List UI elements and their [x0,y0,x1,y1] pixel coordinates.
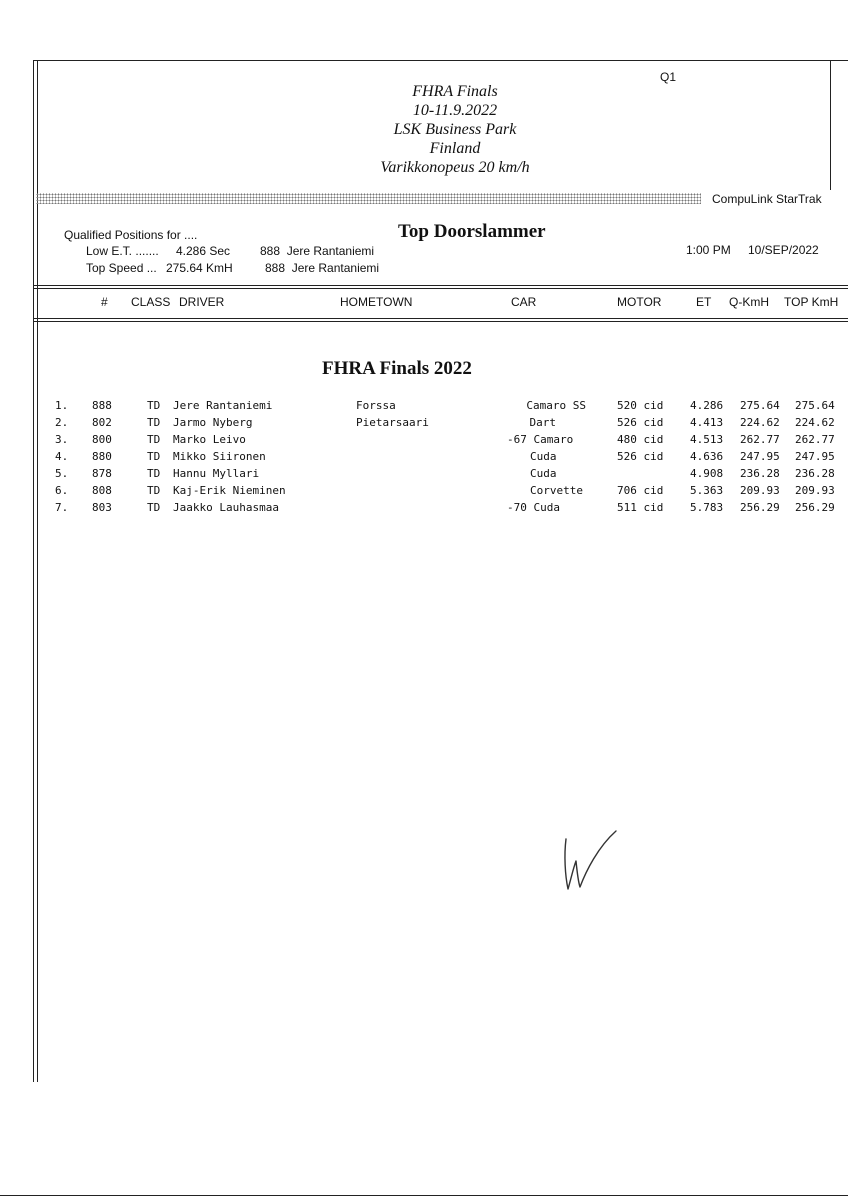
row-top: 224.62 [795,416,835,429]
row-top: 262.77 [795,433,835,446]
col-header-et: ET [696,295,712,309]
row-driver: Jarmo Nyberg [173,416,253,429]
table-row [0,467,848,484]
row-driver: Kaj-Erik Nieminen [173,484,286,497]
row-et: 5.783 [690,501,724,514]
top-speed-label: Top Speed ... [86,261,157,275]
signature-image [558,825,628,895]
low-et-value: 4.286 Sec [176,244,231,258]
row-motor: 526 cid [617,416,664,429]
row-motor: 511 cid [617,501,664,514]
row-position: 6. [55,484,69,497]
row-motor: 526 cid [617,450,664,463]
row-position: 4. [55,450,69,463]
row-car-number: 808 [92,484,112,497]
frame-bottom [0,1195,848,1196]
frame-right [830,60,831,190]
row-position: 7. [55,501,69,514]
col-header-driver: DRIVER [179,295,225,309]
col-header-motor: MOTOR [617,295,662,309]
row-hometown: Pietarsaari [356,416,429,429]
table-row [0,399,848,416]
row-car-number: 880 [92,450,112,463]
row-car-number: 803 [92,501,112,514]
row-et: 5.363 [690,484,724,497]
col-header-qkmh: Q-KmH [729,295,769,309]
row-motor: 706 cid [617,484,664,497]
colhdr-line-bottom-1 [33,318,848,319]
row-car-number: 802 [92,416,112,429]
row-et: 4.513 [690,433,724,446]
header-line-1: FHRA Finals [412,83,498,100]
row-motor: 480 cid [617,433,664,446]
frame-left-outer [33,60,34,1082]
header-line-3: LSK Business Park [393,121,517,138]
row-class: TD [147,416,161,429]
row-car-number: 878 [92,467,112,480]
row-top: 275.64 [795,399,835,412]
row-class: TD [147,501,161,514]
frame-left-inner [37,60,38,1082]
header-line-4: Finland [429,140,481,157]
table-row [0,501,848,518]
low-et-holder: 888 Jere Rantaniemi [260,244,375,258]
top-speed-value: 275.64 KmH [166,261,233,275]
row-car: Cuda [530,450,557,463]
col-header-hometown: HOMETOWN [340,295,413,309]
col-header-top: TOP KmH [784,295,839,309]
row-et: 4.908 [690,467,724,480]
row-position: 3. [55,433,69,446]
row-class: TD [147,484,161,497]
row-car: -67 Camaro [507,433,574,446]
row-car: Cuda [530,467,557,480]
row-class: TD [147,450,161,463]
row-position: 1. [55,399,69,412]
row-class: TD [147,467,161,480]
system-name: CompuLink StarTrak [712,192,822,206]
colhdr-line-top-1 [33,285,848,286]
row-et: 4.413 [690,416,724,429]
class-title: Top Doorslammer [398,221,546,242]
table-row [0,433,848,450]
report-time: 1:00 PM [686,243,731,257]
col-header-num: # [101,295,108,309]
row-car: Corvette [530,484,583,497]
colhdr-line-bottom-2 [33,321,848,322]
row-car: Camaro SS [526,399,586,412]
row-qkmh: 262.77 [740,433,780,446]
row-et: 4.286 [690,399,724,412]
row-position: 2. [55,416,69,429]
row-driver: Mikko Siironen [173,450,266,463]
row-qkmh: 275.64 [740,399,780,412]
row-class: TD [147,399,161,412]
low-et-label: Low E.T. ....... [86,244,159,258]
row-car: -70 Cuda [507,501,560,514]
event-title: FHRA Finals 2022 [322,358,472,379]
row-position: 5. [55,467,69,480]
row-top: 209.93 [795,484,835,497]
table-row [0,416,848,433]
row-hometown: Forssa [356,399,396,412]
row-et: 4.636 [690,450,724,463]
row-driver: Jaakko Lauhasmaa [173,501,279,514]
row-car: Dart [529,416,556,429]
row-qkmh: 209.93 [740,484,780,497]
row-qkmh: 224.62 [740,416,780,429]
row-qkmh: 236.28 [740,467,780,480]
page-code: Q1 [660,70,677,84]
table-row [0,450,848,467]
dotted-separator [36,193,701,204]
col-header-class: CLASS [131,295,171,309]
header-line-5: Varikkonopeus 20 km/h [380,159,530,176]
row-top: 247.95 [795,450,835,463]
row-qkmh: 247.95 [740,450,780,463]
col-header-car: CAR [511,295,537,309]
table-row [0,484,848,501]
row-car-number: 800 [92,433,112,446]
report-date: 10/SEP/2022 [748,243,819,257]
row-driver: Hannu Myllari [173,467,260,480]
top-speed-holder: 888 Jere Rantaniemi [265,261,380,275]
row-top: 236.28 [795,467,835,480]
row-top: 256.29 [795,501,835,514]
row-driver: Jere Rantaniemi [173,399,273,412]
row-driver: Marko Leivo [173,433,246,446]
row-class: TD [147,433,161,446]
row-qkmh: 256.29 [740,501,780,514]
qualified-label: Qualified Positions for .... [64,228,198,242]
row-motor: 520 cid [617,399,664,412]
header-line-2: 10-11.9.2022 [412,102,498,119]
frame-top [33,60,848,61]
colhdr-line-top-2 [33,288,848,289]
row-car-number: 888 [92,399,112,412]
event-header [300,82,610,177]
